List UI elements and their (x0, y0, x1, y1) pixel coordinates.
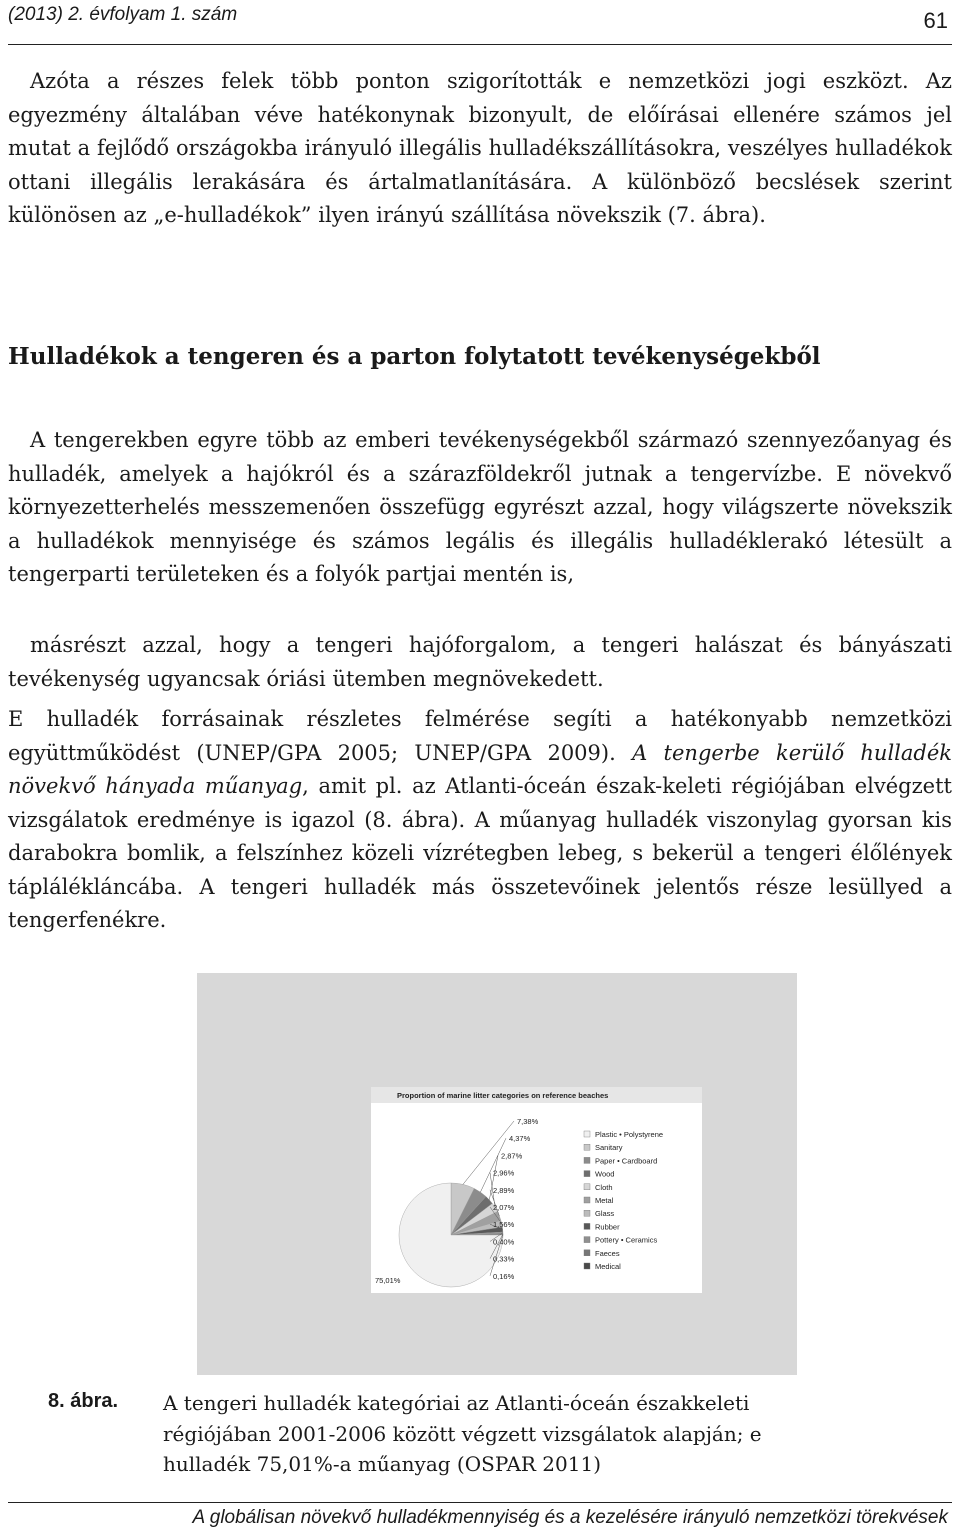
legend-label: Faeces (595, 1248, 620, 1258)
paragraph-intro: Azóta a részes felek több ponton szigorították e nemzetközi jogi eszközt. Az egyezmény általában véve hatékonynak bizonyult, de előírásai ellenére számos jel mutat a fejlődő országokba irányuló illegális hulladékszállításokra, veszélyes hulladékok ottani illegális lerakására és ártalmatlanítására. A különböző becslések szerint különösen az „e-hulladékok” ilyen irányú szállítása növekszik (7. ábra). (8, 69, 952, 227)
paragraph-sources-a: E hulladék forrásainak részletes felmérése segíti a hatékonyabb nemzetközi együttműködést (UNEP/GPA 2005; UNEP/GPA 2009). (8, 707, 952, 765)
footer-rule (8, 1502, 952, 1503)
pie-chart-svg (371, 1087, 702, 1293)
slice-label: 1,56% (493, 1220, 515, 1230)
legend-label: Medical (595, 1262, 621, 1271)
legend-label: Sanitary (595, 1143, 623, 1153)
legend-swatch (584, 1263, 590, 1269)
legend-label: Cloth (595, 1182, 613, 1192)
legend-swatch (584, 1171, 590, 1177)
slice-label: 75,01% (375, 1276, 401, 1285)
paragraph-sources (8, 703, 952, 938)
legend-swatch (584, 1144, 590, 1150)
figure-caption: A tengeri hulladék kategóriai az Atlanti-óceán északkeleti régiójában 2001-2006 között végzett vizsgálatok alapján; e hulladék 75,01%-a műanyag (OSPAR 2011) (163, 1391, 762, 1476)
slice-label: 2,89% (493, 1185, 515, 1195)
pie-chart (371, 1087, 702, 1293)
legend-label: Pottery • Ceramics (595, 1235, 658, 1245)
legend-swatch (584, 1250, 590, 1256)
paragraph-pollution: A tengerekben egyre több az emberi tevékenységekből származó szennyezőanyag és hulladék, amelyek a hajókról és a szárazföldekről jutnak a tengervízbe. E növekvő környezetterhelés messzemenően összefügg egyrészt azzal, hogy világszerte növekszik a hulladékok mennyisége és számos legális és illegális hulladéklerakó létesült a tengerparti területeken és a folyók partjai mentén is, (8, 428, 952, 586)
legend-swatch (584, 1157, 590, 1163)
slice-label: 2,87% (501, 1151, 523, 1161)
legend-swatch (584, 1184, 590, 1190)
legend-label: Wood (595, 1169, 615, 1179)
section-heading: Hulladékok a tengeren és a parton folytatott tevékenységekből (8, 343, 821, 370)
slice-label: 4,37% (509, 1134, 531, 1144)
legend-label: Glass (595, 1209, 615, 1219)
journal-issue: (2013) 2. évfolyam 1. szám (8, 4, 238, 25)
paragraph-sources-italic: A tengerbe kerülő hulladék növekvő hányada műanyag (8, 740, 952, 798)
legend-swatch (584, 1197, 590, 1203)
legend-label: Paper • Cardboard (595, 1156, 658, 1166)
slice-label: 0,16% (493, 1271, 515, 1281)
leader-line (480, 1138, 506, 1192)
slice-label: 2,96% (493, 1168, 515, 1178)
paragraph-shipping: másrészt azzal, hogy a tengeri hajóforgalom, a tengeri halászat és bányászati tevékenység ugyancsak óriási ütemben megnövekedett. (8, 633, 952, 691)
running-footer: A globálisan növekvő hulladékmennyiség és a kezelésére irányuló nemzetközi törekvések (192, 1507, 948, 1528)
paragraph-sources-b: , amit pl. az Atlanti-óceán észak-keleti régiójában elvégzett vizsgálatok eredménye is igazol (8. ábra). A műanyag hulladék viszonylag gyorsan kis darabokra bomlik, a felszínhez közeli vízrétegben lebeg, s bekerül a tengeri élőlények táplálékláncába. A tengeri hulladék más összetevőinek jelentős része lesüllyed a tengerfenékre. (8, 774, 952, 932)
figure-label: 8. ábra. (48, 1390, 119, 1412)
legend-swatch (584, 1223, 590, 1229)
legend-swatch (584, 1237, 590, 1243)
slice-label: 7,38% (517, 1117, 539, 1126)
legend-swatch (584, 1131, 590, 1137)
legend-label: Rubber (595, 1222, 620, 1232)
legend-label: Metal (595, 1196, 614, 1205)
slice-label: 0,40% (493, 1237, 515, 1247)
chart-title: Proportion of marine litter categories on reference beaches (397, 1091, 609, 1100)
legend-label: Plastic • Polystyrene (595, 1130, 664, 1139)
slice-label: 2,07% (493, 1203, 515, 1212)
header-rule (8, 44, 952, 45)
slice-label: 0,33% (493, 1254, 515, 1264)
legend-swatch (584, 1210, 590, 1216)
page-number: 61 (923, 8, 948, 33)
